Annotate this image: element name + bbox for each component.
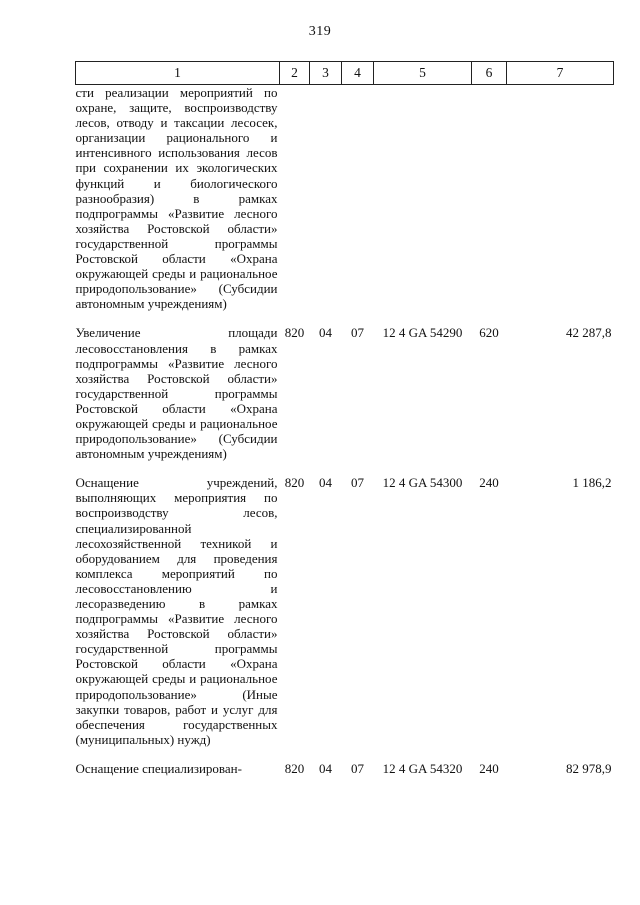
row-subsection-code: 07 <box>351 760 364 776</box>
row-section-code: 04 <box>319 475 332 491</box>
row-spacer <box>76 311 614 325</box>
row-ministry-code: 820 <box>284 760 305 776</box>
row-description: сти реализации мероприятий по охране, защите, воспроизводству лесов, отводу и таксации лесосек, организации рационального и интенсивного использования лесов при сохранении их экологических функций и биологического разнообразия) в рамках подпрограммы «Развитие лесного хозяйства Ростовской области» государственной программы Ростовской области «Охрана окружающей среды и рациональное природопользование» (Субсидии автономным учреждениям) <box>75 85 278 312</box>
column-header-7: 7 <box>507 62 614 85</box>
row-target-article: 12 4 GA 54320 <box>382 760 463 776</box>
column-header-3: 3 <box>310 62 342 85</box>
row-target-article <box>374 85 472 312</box>
row-subsection-code: 07 <box>351 475 364 491</box>
table-row <box>76 85 614 312</box>
table-header-row <box>76 62 614 85</box>
row-amount <box>507 85 614 312</box>
row-spacer <box>76 461 614 475</box>
row-spacer <box>76 747 614 761</box>
page-number: 319 <box>308 24 332 39</box>
row-expense-type: 240 <box>479 760 499 776</box>
row-amount: 1 186,2 <box>572 475 612 491</box>
table-row <box>76 325 614 461</box>
row-expense-type: 240 <box>479 475 499 491</box>
row-subsection-code: 07 <box>351 325 364 341</box>
row-description: Оснащение учреждений, выполняющих мероприятия по воспроизводству лесов, специализированной лесохозяйственной техникой и оборудованием для проведения комплекса мероприятий по лесовосстановлению и лесоразведению в рамках подпрограммы «Развитие лесного хозяйства Ростовской области» государственной программы Ростовской области «Охрана окружающей среды и рациональное природопользование» (Иные закупки товаров, работ и услуг для обеспечения государственных (муниципальных) нужд) <box>75 475 278 747</box>
row-section-code: 04 <box>319 325 332 341</box>
row-amount: 42 287,8 <box>566 325 612 341</box>
row-expense-type: 620 <box>479 325 499 341</box>
row-ministry-code <box>280 85 310 312</box>
table-row <box>76 475 614 747</box>
column-header-1: 1 <box>76 62 280 85</box>
column-header-6: 6 <box>472 62 507 85</box>
row-ministry-code: 820 <box>284 475 305 491</box>
row-target-article: 12 4 GA 54300 <box>382 475 463 491</box>
row-amount: 82 978,9 <box>566 760 612 776</box>
row-section-code: 04 <box>319 760 332 776</box>
table-row <box>76 761 614 776</box>
row-target-article: 12 4 GA 54290 <box>382 325 463 341</box>
budget-table <box>75 61 614 776</box>
column-header-4: 4 <box>342 62 374 85</box>
row-section-code <box>310 85 342 312</box>
column-header-2: 2 <box>280 62 310 85</box>
row-description: Оснащение специализирован- <box>75 760 242 776</box>
column-header-5: 5 <box>374 62 472 85</box>
row-ministry-code: 820 <box>284 325 305 341</box>
row-description: Увеличение площади лесовосстановления в рамках подпрограммы «Развитие лесного хозяйства Ростовской области» государственной программы Ростовской области «Охрана окружающей среды и рациональное природопользование» (Субсидии автономным учреждениям) <box>75 325 278 462</box>
row-expense-type <box>472 85 507 312</box>
row-subsection-code <box>342 85 374 312</box>
